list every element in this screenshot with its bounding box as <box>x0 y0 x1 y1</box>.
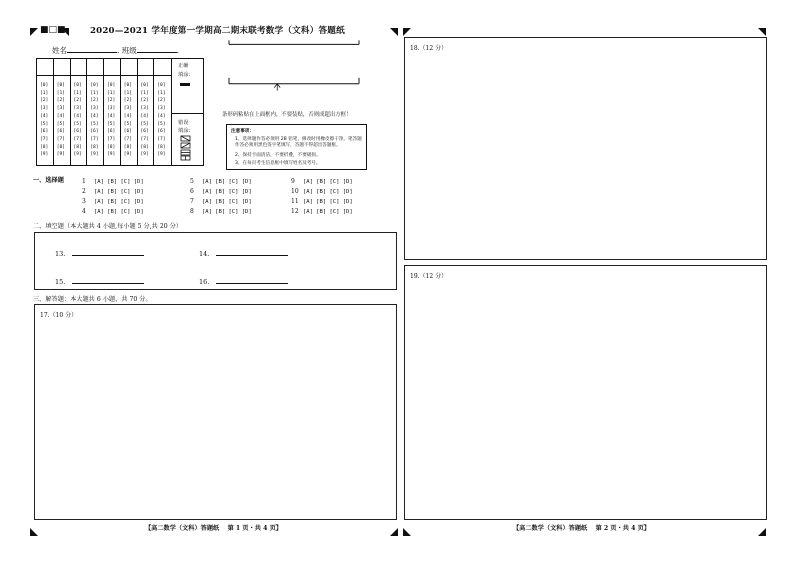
digit-bubble[interactable]: [4] <box>157 113 166 119</box>
mc-question-number: 4 <box>82 208 86 215</box>
digit-bubble[interactable]: [7] <box>73 136 82 142</box>
digit-bubble[interactable]: [4] <box>40 113 49 119</box>
digit-bubble[interactable]: [2] <box>107 98 116 104</box>
mc-question-number: 1 <box>82 178 86 185</box>
q19-answer-box[interactable] <box>404 265 767 520</box>
correct-fill-sample <box>180 83 190 86</box>
class-field[interactable] <box>137 44 177 53</box>
mc-question[interactable] <box>291 208 353 215</box>
notice-title: 注意事项： <box>231 129 254 134</box>
digit-bubble[interactable]: [3] <box>40 106 49 112</box>
digit-bubble[interactable]: [6] <box>40 129 49 135</box>
mc-question-number: 9 <box>291 178 295 185</box>
digit-bubble[interactable]: [9] <box>40 152 49 158</box>
digit-bubble[interactable]: [5] <box>157 121 166 127</box>
digit-bubble[interactable]: [6] <box>107 129 116 135</box>
mc-question-number: 12 <box>291 208 299 215</box>
q17-label: 17.（10 分） <box>40 312 78 319</box>
q15-line[interactable] <box>72 277 144 284</box>
mc-question[interactable] <box>190 178 252 185</box>
digit-bubble[interactable]: [9] <box>90 152 99 158</box>
digit-bubble[interactable]: [6] <box>73 129 82 135</box>
digit-bubble[interactable]: [0] <box>73 83 82 88</box>
digit-bubble[interactable]: [6] <box>56 129 66 135</box>
q13-label: 13. <box>55 250 66 258</box>
mc-question[interactable] <box>190 198 252 205</box>
page-title: 2020—2021 学年度第一学期高二期末联考数学（文科）答题纸 <box>90 26 345 36</box>
digit-bubble[interactable]: [0] <box>157 83 166 88</box>
mc-options[interactable]: [A] [B] [C] [D] <box>202 189 252 195</box>
corner-mark-bottom-left <box>30 528 38 536</box>
digit-bubble[interactable]: [4] <box>73 113 82 119</box>
mc-question[interactable] <box>291 188 353 195</box>
q17-answer-box[interactable] <box>34 304 397 520</box>
digit-bubble[interactable]: [6] <box>140 129 149 135</box>
q19-label: 19.（12 分） <box>410 273 448 280</box>
digit-bubble[interactable]: [3] <box>73 106 82 112</box>
digit-bubble[interactable]: [7] <box>107 136 116 142</box>
mc-options[interactable]: [A] [B] [C] [D] <box>303 199 353 205</box>
digit-bubble[interactable]: [3] <box>90 106 99 112</box>
mc-question-number: 6 <box>190 188 194 195</box>
digit-bubble[interactable]: [2] <box>90 98 99 104</box>
digit-bubble[interactable]: [8] <box>107 144 116 150</box>
digit-bubble[interactable]: [1] <box>56 90 66 96</box>
digit-bubble[interactable]: [9] <box>140 152 149 158</box>
footer-right: 【高二数学（文科）答题纸 第 2 页・共 4 页】 <box>513 525 650 532</box>
mc-question-number: 3 <box>82 198 86 205</box>
q14-label: 14. <box>199 250 210 258</box>
corner-mark-top-right <box>758 28 766 36</box>
mc-question-number: 2 <box>82 188 86 195</box>
class-label: 班级 <box>121 46 137 55</box>
digit-bubble[interactable]: [8] <box>40 144 49 150</box>
mc-options[interactable]: [A] [B] [C] [D] <box>303 189 353 195</box>
q18-label: 18.（12 分） <box>410 45 448 52</box>
mc-options[interactable]: [A] [B] [C] [D] <box>202 179 252 185</box>
q14-field[interactable] <box>199 249 288 258</box>
q18-answer-box[interactable] <box>404 37 767 260</box>
mc-question[interactable] <box>190 188 252 195</box>
grid-column-divider <box>37 59 154 165</box>
corner-mark-top-mid-right <box>403 28 411 36</box>
digit-bubble[interactable]: [4] <box>90 113 99 119</box>
name-label: 姓名 <box>52 46 67 55</box>
digit-bubble[interactable]: [4] <box>107 113 116 119</box>
q15-label: 15. <box>55 278 66 286</box>
id-digit-column[interactable] <box>157 82 165 159</box>
fill-in-answer-box <box>34 232 397 290</box>
digit-bubble[interactable]: [7] <box>157 136 166 142</box>
corner-mark-bottom-right <box>758 528 766 536</box>
mc-options[interactable]: [A] [B] [C] [D] <box>202 199 252 205</box>
digit-bubble[interactable]: [1] <box>157 90 166 96</box>
id-digit-column[interactable] <box>141 82 149 159</box>
digit-bubble[interactable]: [1] <box>90 90 99 96</box>
digit-bubble[interactable]: [2] <box>40 98 49 104</box>
q16-field[interactable] <box>199 277 288 286</box>
digit-bubble[interactable]: [8] <box>73 144 82 150</box>
mc-options[interactable]: [A] [B] [C] [D] <box>202 209 252 215</box>
digit-bubble[interactable]: [5] <box>73 121 82 127</box>
digit-bubble[interactable]: [1] <box>107 90 116 96</box>
digit-bubble[interactable]: [0] <box>90 83 99 88</box>
q16-label: 16. <box>199 278 210 286</box>
corner-mark-bottom-mid-right <box>403 528 411 536</box>
digit-bubble[interactable]: [8] <box>140 144 149 150</box>
mc-question-number: 10 <box>291 188 299 195</box>
mc-question[interactable] <box>291 178 353 185</box>
digit-bubble[interactable]: [1] <box>73 90 82 96</box>
digit-bubble[interactable]: [7] <box>56 136 66 142</box>
digit-bubble[interactable]: [9] <box>157 152 166 158</box>
mc-question[interactable] <box>190 208 252 215</box>
mc-question-number: 5 <box>190 178 194 185</box>
student-id-bubble-grid <box>36 58 172 166</box>
digit-bubble[interactable]: [3] <box>56 106 66 112</box>
digit-bubble[interactable]: [9] <box>56 152 66 158</box>
digit-bubble[interactable]: [8] <box>56 144 66 150</box>
mc-question[interactable] <box>82 178 144 185</box>
q15-field[interactable] <box>55 277 144 286</box>
digit-bubble[interactable]: [1] <box>40 90 49 96</box>
mc-question[interactable] <box>82 198 144 205</box>
mc-question-number: 7 <box>190 198 194 205</box>
student-info: 姓名 . 班级 . <box>52 46 180 55</box>
digit-bubble[interactable]: [0] <box>40 83 49 88</box>
legend-wrong-label: 错误 <box>178 120 189 126</box>
digit-bubble[interactable]: [2] <box>123 98 133 104</box>
barcode-area <box>228 40 360 92</box>
digit-bubble[interactable]: [5] <box>40 121 49 127</box>
notice-item-1: 1、选择题作答必须用 2B 铅笔，修改时用橡皮擦干净。笔答题作答必须用黑色签字笔填写，答题不得超出答题框。 <box>235 137 362 148</box>
digit-bubble[interactable]: [1] <box>123 90 133 96</box>
legend-correct-label-2: 填涂: <box>178 72 191 78</box>
digit-bubble[interactable]: [4] <box>123 113 133 119</box>
digit-bubble[interactable]: [6] <box>90 129 99 135</box>
wrong-fill-samples <box>180 135 192 161</box>
corner-mark-bottom-mid <box>390 528 398 536</box>
mc-question[interactable] <box>82 188 144 195</box>
q16-line[interactable] <box>216 277 288 284</box>
digit-bubble[interactable]: [5] <box>107 121 116 127</box>
section3-heading: 三、解答题：本大题共 6 小题，共 70 分。 <box>33 296 152 303</box>
corner-mark-top-mid <box>390 28 398 36</box>
header-marks: ■□■ <box>40 25 66 35</box>
digit-bubble[interactable]: [0] <box>140 83 149 88</box>
mc-options[interactable]: [A] [B] [C] [D] <box>94 189 144 195</box>
digit-bubble[interactable]: [5] <box>123 121 133 127</box>
mc-options[interactable]: [A] [B] [C] [D] <box>94 179 144 185</box>
digit-bubble[interactable]: [3] <box>123 106 133 112</box>
name-field[interactable] <box>67 44 117 53</box>
mc-options[interactable]: [A] [B] [C] [D] <box>94 199 144 205</box>
mc-options[interactable]: [A] [B] [C] [D] <box>94 209 144 215</box>
digit-bubble[interactable]: [9] <box>107 152 116 158</box>
q13-line[interactable] <box>72 249 144 256</box>
digit-bubble[interactable]: [8] <box>123 144 133 150</box>
digit-bubble[interactable]: [7] <box>40 136 49 142</box>
digit-bubble[interactable]: [2] <box>56 98 66 104</box>
barcode-note: 条形码粘贴在上面框内，不要装贴，否则成超出方框！ <box>222 112 352 118</box>
digit-bubble[interactable]: [5] <box>90 121 99 127</box>
legend-divider <box>172 113 203 114</box>
digit-bubble[interactable]: [0] <box>56 83 66 88</box>
digit-bubble[interactable]: [4] <box>56 113 66 119</box>
digit-bubble[interactable]: [5] <box>56 121 66 127</box>
mc-options[interactable]: [A] [B] [C] [D] <box>303 179 353 185</box>
digit-bubble[interactable]: [0] <box>123 83 133 88</box>
footer-left: 【高二数学（文科）答题纸 第 1 页・共 4 页】 <box>145 525 282 532</box>
digit-bubble[interactable]: [2] <box>157 98 166 104</box>
mc-options[interactable]: [A] [B] [C] [D] <box>303 209 353 215</box>
digit-bubble[interactable]: [8] <box>90 144 99 150</box>
corner-mark-top-left <box>30 28 38 36</box>
digit-bubble[interactable]: [3] <box>157 106 166 112</box>
fill-legend <box>172 58 204 166</box>
mc-question[interactable] <box>291 198 353 205</box>
digit-bubble[interactable]: [6] <box>123 129 133 135</box>
notice-item-2: 2、保持卡面清洁，不要折叠，不要破损。 <box>235 153 321 158</box>
notice-box <box>226 124 367 170</box>
section2-heading: 二、填空题（本大题共 4 小题,每小题 5 分,共 20 分） <box>33 223 183 230</box>
digit-bubble[interactable]: [3] <box>107 106 116 112</box>
digit-bubble[interactable]: [9] <box>123 152 133 158</box>
digit-bubble[interactable]: [2] <box>140 98 149 104</box>
legend-wrong-label-2: 填涂: <box>178 128 191 134</box>
q13-field[interactable] <box>55 249 144 258</box>
digit-bubble[interactable]: [7] <box>123 136 133 142</box>
mc-question-number: 11 <box>291 198 299 205</box>
notice-item-3: 3、在每页考生信息框中填写姓名及考号。 <box>235 161 321 166</box>
digit-bubble[interactable]: [7] <box>90 136 99 142</box>
digit-bubble[interactable]: [3] <box>140 106 149 112</box>
corner-mark-top-left-2 <box>61 28 69 36</box>
digit-bubble[interactable]: [8] <box>157 144 166 150</box>
digit-bubble[interactable]: [4] <box>140 113 149 119</box>
q14-line[interactable] <box>216 249 288 256</box>
mc-question-number: 8 <box>190 208 194 215</box>
digit-bubble[interactable]: [1] <box>140 90 149 96</box>
digit-bubble[interactable]: [0] <box>107 83 116 88</box>
digit-bubble[interactable]: [7] <box>140 136 149 142</box>
legend-correct-label: 正确 <box>178 63 189 69</box>
digit-bubble[interactable]: [5] <box>140 121 149 127</box>
digit-bubble[interactable]: [2] <box>73 98 82 104</box>
mc-question[interactable] <box>82 208 144 215</box>
section1-heading: 一、选择题 <box>33 177 64 184</box>
digit-bubble[interactable]: [9] <box>73 152 82 158</box>
digit-bubble[interactable]: [6] <box>157 129 166 135</box>
